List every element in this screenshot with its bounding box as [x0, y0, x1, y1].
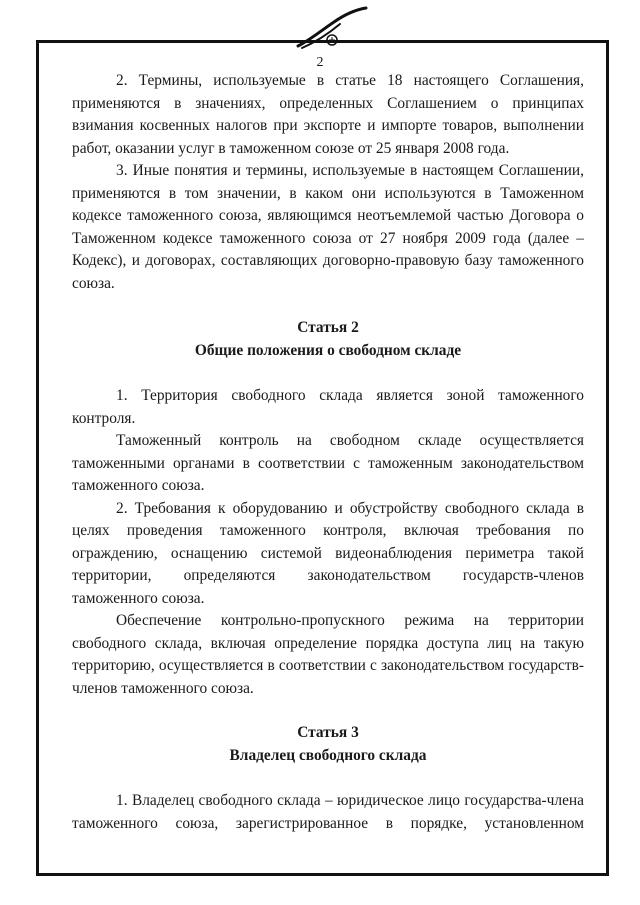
text-line: 2. Требования к оборудованию и обустройству свободного склада в — [116, 499, 584, 517]
text-line: взимания косвенных налогов при экспорте и импорте товаров, выполнении — [72, 117, 584, 134]
text-line: территории, определяются законодательством государств-членов — [72, 567, 584, 584]
text-line: ограждению, оснащению системой видеонаблюдения периметра такой — [72, 544, 584, 562]
text-line: кодексе таможенного союза, являющимся неотъемлемой частью Договора о — [72, 207, 584, 224]
text-line: таможенного союза. — [72, 589, 205, 607]
text-line: таможенными органами в соответствии с таможенным законодательством — [72, 454, 584, 472]
text-line: контроля. — [72, 409, 136, 427]
text-line: 3. Иные понятия и термины, используемые в настоящем Соглашении, — [116, 162, 584, 179]
text-line: Таможенный контроль на свободном складе осуществляется — [116, 432, 584, 449]
text-line: союза. — [72, 274, 115, 292]
page-number: 2 — [316, 55, 324, 70]
text-line: членов таможенного союза. — [72, 679, 254, 697]
text-line: применяются в том значении, в каком они используются в Таможенном — [72, 184, 584, 202]
article-3-title: Владелец свободного склада — [229, 746, 427, 764]
text-line: целях проведения таможенного контроля, включая требования по — [72, 522, 584, 539]
article-2-number: Статья 2 — [297, 319, 359, 336]
text-line: территорию, осуществляется в соответствии с законодательством государств- — [72, 657, 584, 674]
text-line: 2. Термины, используемые в статье 18 настоящего Соглашения, — [116, 72, 584, 89]
text-line: работ, оказании услуг в таможенном союзе от 25 января 2008 года. — [72, 139, 510, 157]
article-2-title: Общие положения о свободном складе — [194, 341, 462, 359]
article-3-number: Статья 3 — [297, 724, 359, 741]
text-line: применяются в значениях, определенных Соглашением о принципах — [72, 94, 584, 112]
document-body — [72, 70, 584, 835]
text-line: свободного склада, включая определение порядка доступа лиц на такую — [72, 634, 584, 652]
text-line: Таможенном кодексе таможенного союза от 27 ноября 2009 года (далее – — [72, 229, 584, 247]
text-line: таможенного союза. — [72, 477, 205, 494]
text-line: Кодекс), и договорах, составляющих договорно-правовую базу таможенного — [72, 252, 584, 269]
text-line: таможенного союза, зарегистрированное в порядке, установленном — [72, 814, 584, 832]
text-line: 1. Территория свободного склада является зоной таможенного — [116, 387, 584, 404]
signature-mark-icon — [292, 2, 372, 52]
text-line: 1. Владелец свободного склада – юридическое лицо государства-члена — [116, 792, 584, 809]
text-line: Обеспечение контрольно-пропускного режима на территории — [116, 612, 584, 629]
